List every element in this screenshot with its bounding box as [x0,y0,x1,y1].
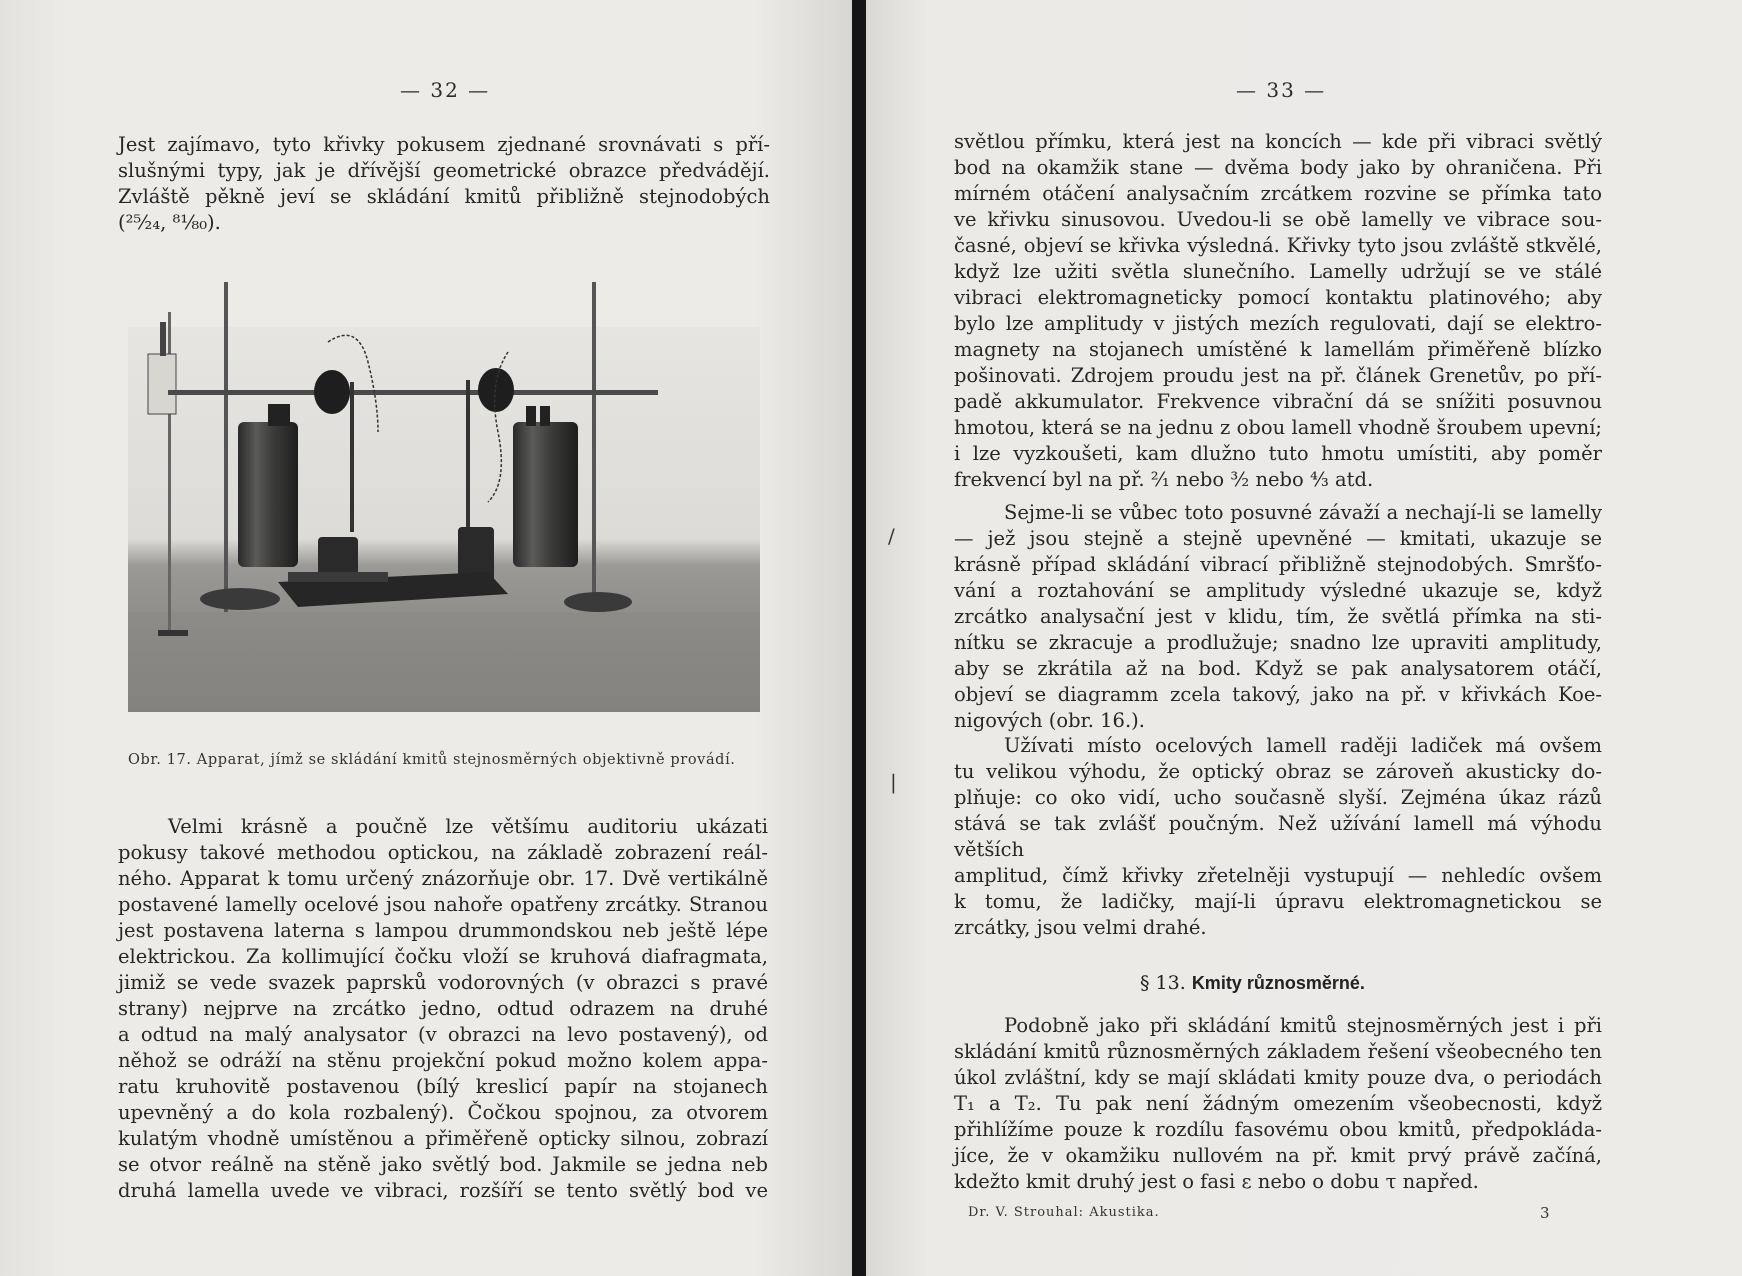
signature-mark: 3 [1540,1204,1550,1222]
text-line: postavené lamelly ocelové jsou nahoře opatřeny zrcátky. Stranou [118,893,768,916]
text-line: druhá lamella uvede ve vibraci, rozšíří se tento světlý bod ve [118,1179,768,1202]
text-line: Zvláště pěkně jeví se skládání kmitů přibližně stejnodobých [118,185,770,208]
text-line: T₁ a T₂. Tu pak není žádným omezením všeobecnosti, když [954,1092,1602,1115]
text-line: objeví se diagramm zcela takový, jako na př. v křivkách Koe- [954,683,1602,706]
text-line: časné, objeví se křivka výsledná. Křivky tyto jsou zvláště stkvělé, [954,234,1602,257]
paragraph [118,814,768,1204]
text-line: padě akkumulator. Frekvence vibrační dá se snížiti posuvnou [954,390,1602,413]
text-line: (²⁵⁄₂₄, ⁸¹⁄₈₀). [118,211,221,234]
text-line: magnety na stojanech umístěné k lamellám přiměřeně blízko [954,338,1602,361]
text-line: upevněný a do kola rozbalený). Čočkou spojnou, za otvorem [118,1101,768,1124]
paragraph [954,733,1602,941]
paragraph [954,500,1602,734]
text-line: vání a roztahování se amplitudy výsledné ukazuje se, když [954,579,1602,602]
text-line: bylo lze amplitudy v jistých mezích regulovati, dají se elektro- [954,312,1602,335]
section-number: § 13. [1140,972,1186,994]
text-line: i lze vyzkoušeti, kam dlužno tuto hmotu umístiti, aby poměr [954,442,1602,465]
text-line: jíce, že v okamžiku nullovém na př. kmit prvý právě začíná, [954,1144,1602,1167]
text-line: elektrickou. Za kollimující čočku vloží se kruhová diafragmata, [118,945,768,968]
margin-mark: / [888,524,895,548]
text-line: ve křivku sinusovou. Uvedou-li se obě lamelly ve vibrace sou- [954,208,1602,231]
text-line: se otvor reálně na stěně jako světlý bod. Jakmile se jedna neb [118,1153,768,1176]
text-line: slušnými typy, jak je dřívější geometrické obrazce předvádějí. [118,159,770,182]
text-line: něhož se odráží na stěnu projekční pokud možno kolem appa- [118,1049,768,1072]
text-line: mírném otáčení analysačním zrcátkem rozvine se přímka tato [954,182,1602,205]
text-line: ratu kruhovitě postavenou (bílý kreslicí papír na stojanech [118,1075,768,1098]
text-line: zrcátko analysační jest v klidu, tím, že světlá přímka na sti- [954,605,1602,628]
text-line: aby se zkrátila až na bod. Když se pak analysatorem otáčí, [954,657,1602,680]
text-line: nigových (obr. 16.). [954,709,1145,732]
text-line: jimiž se vede svazek paprsků vodorovných (v obrazci s pravé [118,971,768,994]
page-number-left: — 32 — [400,78,491,102]
text-line: Podobně jako při skládání kmitů stejnosměrných jest i při [1004,1014,1602,1037]
text-line: nítku se zkracuje a prodlužuje; snadno lze upraviti amplitudy, [954,631,1602,654]
text-line: světlou přímku, která jest na koncích — kde při vibraci světlý [954,130,1602,153]
text-line: vibraci elektromagneticky pomocí kontaktu platinového; aby [954,286,1602,309]
text-line: k tomu, že ladičky, mají-li úpravu elektromagnetickou se [954,890,1602,913]
text-line: když lze užiti světla slunečního. Lamelly udržují se ve stálé [954,260,1602,283]
section-heading [1140,972,1365,994]
text-line: kdežto kmit druhý jest o fasi ε nebo o dobu τ napřed. [954,1170,1479,1193]
text-line: kulatým vhodně umístěnou a přiměřeně opticky silnou, zobrazí [118,1127,768,1150]
text-line: pošinovati. Zdrojem proudu jest na př. článek Grenetův, po pří- [954,364,1602,387]
text-line: zrcátky, jsou velmi drahé. [954,916,1207,939]
section-title: Kmity různosměrné. [1191,973,1365,993]
left-page [0,0,858,1276]
text-line: Jest zajímavo, tyto křivky pokusem zjednané srovnávati s pří- [118,133,770,156]
text-line: stává se tak zvlášť poučným. Než užívání lamell má výhodu větších [954,812,1602,861]
margin-mark: | [890,770,897,794]
text-line: Sejme-li se vůbec toto posuvné závaží a nechají-li se lamelly [1004,501,1602,524]
right-page [866,0,1742,1276]
paragraph [954,1013,1602,1195]
text-line: frekvencí byl na př. ²⁄₁ nebo ³⁄₂ nebo ⁴⁄₃ atd. [954,468,1374,491]
figure-caption: Obr. 17. Apparat, jímž se skládání kmitů stejnosměrných objektivně provádí. [128,752,736,768]
text-line: bod na okamžik stane — dvěma body jako by ohraničena. Při [954,156,1602,179]
text-line: krásně případ skládání vibrací přibližně stejnodobých. Smršťo- [954,553,1602,576]
text-line: jest postavena laterna s lampou drummondskou neb ještě lépe [118,919,768,942]
text-line: pokusy takové methodou optickou, na základě zobrazení reál- [118,841,768,864]
apparatus-photograph [128,282,760,712]
paragraph [954,129,1602,493]
text-line: Užívati místo ocelových lamell raději ladiček má ovšem [1004,734,1602,757]
text-line: strany) nejprve na zrcátko jedno, odtud odrazem na druhé [118,997,768,1020]
text-line: Velmi krásně a poučně lze většímu auditoriu ukázati [168,815,768,838]
text-line: a odtud na malý analysator (v obrazci na levo postavený), od [118,1023,768,1046]
text-line: skládání kmitů různosměrných základem řešení všeobecného ten [954,1040,1602,1063]
paragraph [118,132,770,236]
footer-author: Dr. V. Strouhal: Akustika. [968,1205,1160,1220]
text-line: přihlížíme pouze k rozdílu fasovému obou kmitů, předpokláda- [954,1118,1602,1141]
text-line: amplitud, čímž křivky zřetelněji vystupují — nehledíc ovšem [954,864,1602,887]
text-line: tu velikou výhodu, že optický obraz se zároveň akusticky do- [954,760,1602,783]
text-line: plňuje: co oko vidí, ucho současně slyší. Zejména úkaz rázů [954,786,1602,809]
text-line: — jež jsou stejně a stejně upevněné — kmitati, ukazuje se [954,527,1602,550]
text-line: ného. Apparat k tomu určený znázorňuje obr. 17. Dvě vertikálně [118,867,768,890]
page-number-right: — 33 — [1236,78,1327,102]
text-line: úkol zvláštní, kdy se mají skládati kmity pouze dva, o periodách [954,1066,1602,1089]
text-line: hmotou, která se na jednu z obou lamell vhodně šroubem upevní; [954,416,1602,439]
